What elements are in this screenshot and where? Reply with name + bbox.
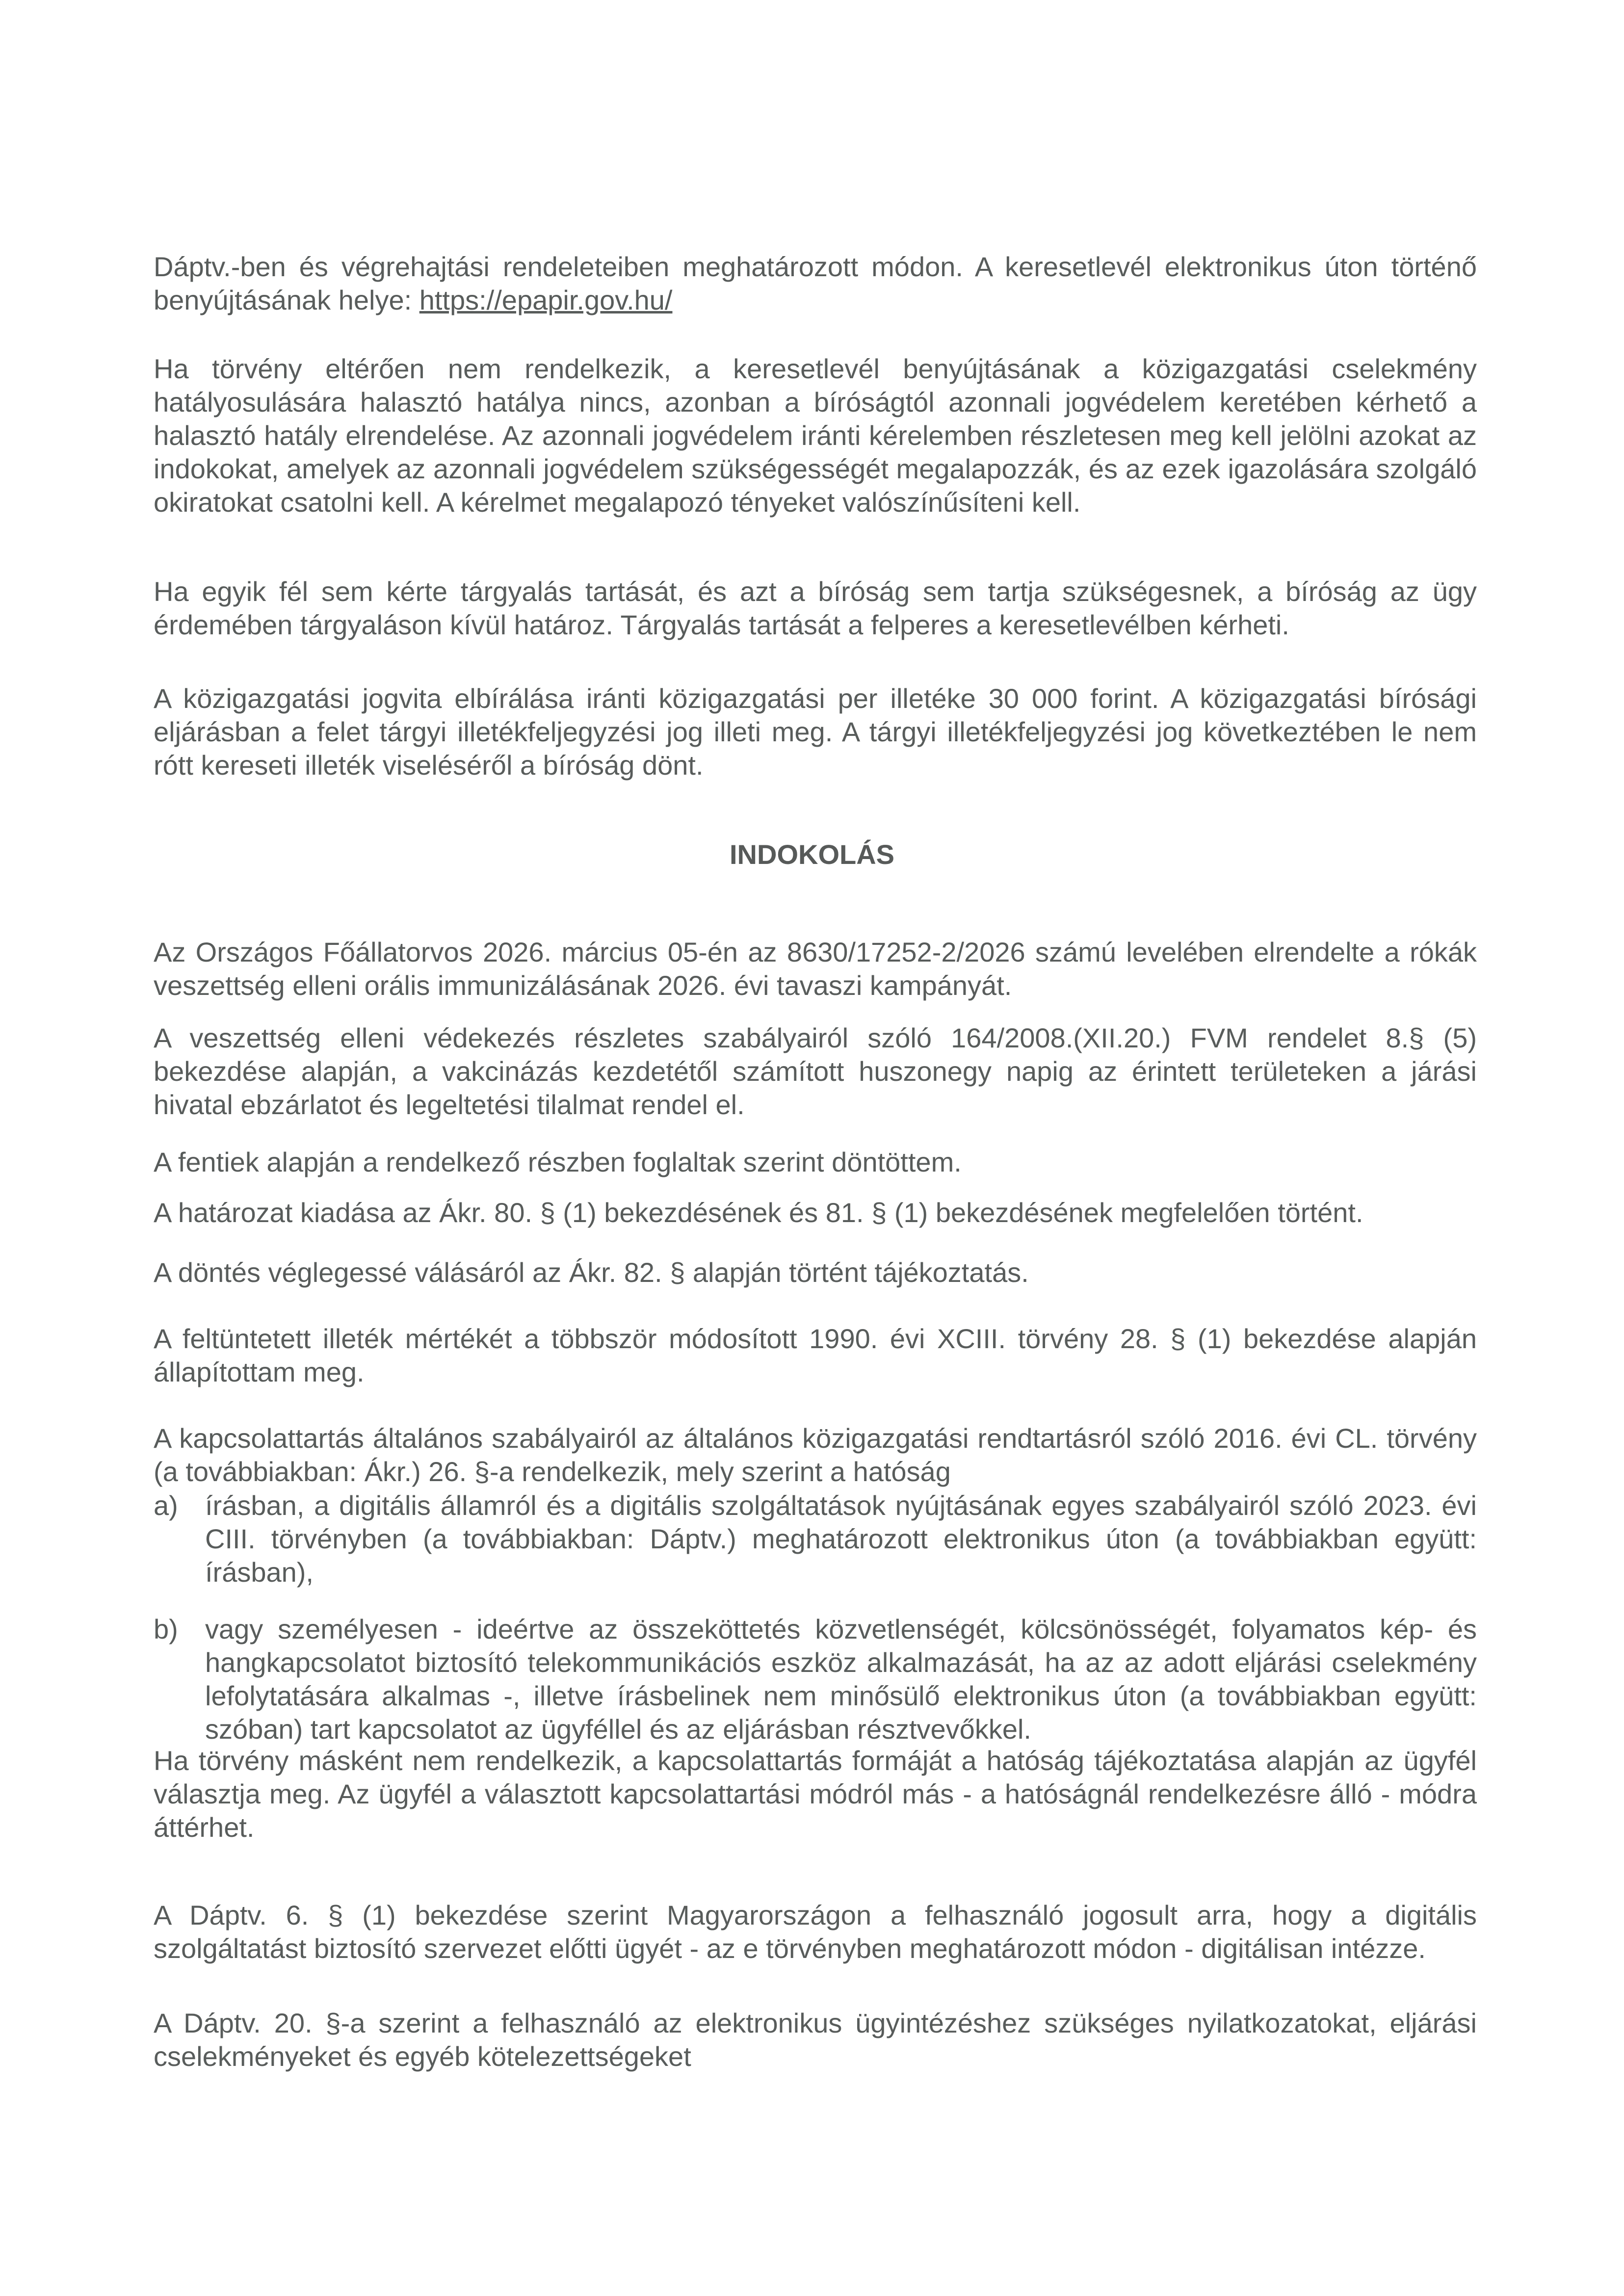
paragraph-rabies-regulation: A veszettség elleni védekezés részletes szabályairól szóló 164/2008.(XII.20.) FVM rendelet 8.§ (5) bekezdése alapján, a vakcinázás kezdetétől számított huszonegy napig az érintett területeken a járási hivatal ebzárlatot és legeltetési tilalmat rendel el. xyxy=(154,1022,1477,1120)
paragraph-hearing: Ha egyik fél sem kérte tárgyalás tartását, és azt a bíróság sem tartja szükségesnek, a bíróság az ügy érdemében tárgyaláson kívül határoz. Tárgyalás tartását a felperes a keresetlevélben kérheti. xyxy=(154,576,1477,640)
paragraph-finality-notice: A döntés véglegessé válásáról az Ákr. 82. § alapján történt tájékoztatás. xyxy=(154,1257,1029,1288)
paragraph-fee-basis: A feltüntetett illeték mértékét a többször módosított 1990. évi XCIII. törvény 28. § (1) bekezdése alapján állapítottam meg. xyxy=(154,1323,1477,1387)
paragraph-chief-vet-order: Az Országos Főállatorvos 2026. március 05-én az 8630/17252-2/2026 számú levelében elrendelte a rókák veszettség elleni orális immunizálásának 2026. évi tavaszi kampányát. xyxy=(154,937,1477,1001)
list-marker: b) xyxy=(154,1614,178,1644)
paragraph-contact-rules: A kapcsolattartás általános szabályairól az általános közigazgatási rendtartásról szóló 2016. évi CL. törvény (a továbbiakban: Ákr.) 26. §-a rendelkezik, mely szerint a hatóság xyxy=(154,1423,1477,1487)
list-marker: a) xyxy=(154,1490,178,1521)
list-text: írásban, a digitális államról és a digitális szolgáltatások nyújtásának egyes szabályairól szóló 2023. évi CIII. törvényben (a továbbiakban: Dáptv.) meghatározott elektronikus úton (a továbbiakban együtt: írásban), xyxy=(205,1490,1477,1588)
section-heading-indokolas: INDOKOLÁS xyxy=(730,839,894,870)
paragraph-akr-issuance: A határozat kiadása az Ákr. 80. § (1) bekezdésének és 81. § (1) bekezdésének megfelelően történt. xyxy=(154,1197,1363,1228)
paragraph-daptv-20: A Dáptv. 20. §-a szerint a felhasználó az elektronikus ügyintézéshez szükséges nyilatkozatokat, eljárási cselekményeket és egyéb kötelezettségeket xyxy=(154,2008,1477,2072)
paragraph-text: Dáptv.-ben és végrehajtási rendeleteiben meghatározott módon. A keresetlevél elektronikus úton történő benyújtásának helye: xyxy=(154,251,1477,315)
list-text: vagy személyesen - ideértve az összeköttetés közvetlenségét, kölcsönösségét, folyamatos kép- és hangkapcsolatot biztosító telekommunikációs eszköz alkalmazását, ha az az adott eljárási cselekmény lefolytatására alkalmas -, illetve írásbelinek nem minősülő elektronikus úton (a továbbiakban együtt: szóban) tart kapcsolatot az ügyféllel és az eljárásban résztvevőkkel. xyxy=(205,1614,1477,1745)
paragraph-contact-form-choice: Ha törvény másként nem rendelkezik, a kapcsolattartás formáját a hatóság tájékoztatása alapján az ügyfél választja meg. Az ügyfél a választott kapcsolattartási módról más - a hatóságnál rendelkezésre álló - módra áttérhet. xyxy=(154,1745,1477,1843)
epapir-link[interactable]: https://epapir.gov.hu/ xyxy=(419,285,673,315)
paragraph-daptv-6: A Dáptv. 6. § (1) bekezdése szerint Magyarországon a felhasználó jogosult arra, hogy a digitális szolgáltatást biztosító szervezet előtti ügyét - az e törvényben meghatározott módon - digitálisan intézze. xyxy=(154,1900,1477,1964)
paragraph-decision-basis: A fentiek alapján a rendelkező részben foglaltak szerint döntöttem. xyxy=(154,1147,962,1177)
paragraph-suspensive-effect: Ha törvény eltérően nem rendelkezik, a keresetlevél benyújtásának a közigazgatási cselekmény hatályosulására halasztó hatálya nincs, azonban a bíróságtól azonnali jogvédelem keretében kérhető a halasztó hatály elrendelése. Az azonnali jogvédelem iránti kérelemben részletesen meg kell jelölni azokat az indokokat, amelyek az azonnali jogvédelem szükségességét megalapozzák, és az ezek igazolására szolgáló okiratokat csatolni kell. A kérelmet megalapozó tényeket valószínűsíteni kell. xyxy=(154,353,1477,518)
paragraph-court-fee: A közigazgatási jogvita elbírálása iránti közigazgatási per illetéke 30 000 forint. A közigazgatási bírósági eljárásban a felet tárgyi illetékfeljegyzési jog illeti meg. A tárgyi illetékfeljegyzési jog következtében le nem rótt kereseti illeték viseléséről a bíróság dönt. xyxy=(154,683,1477,781)
paragraph-submission-location xyxy=(154,250,1477,317)
